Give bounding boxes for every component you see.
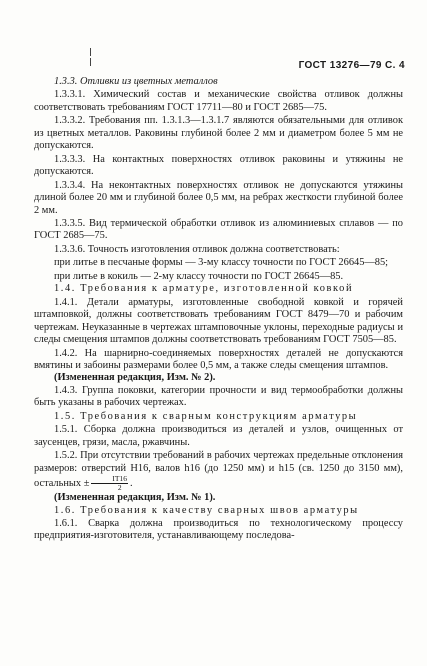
- page-header: ГОСТ 13276—79 С. 4: [298, 60, 405, 71]
- paragraph-1-3-3-6: 1.3.3.6. Точность изготовления отливок должна соответствовать:: [54, 243, 340, 255]
- paragraph-1-3-3-3: 1.3.3.3. На контактных поверхностях отливок раковины и утяжины не допускаются.: [34, 153, 403, 178]
- paragraph-1-5-1: 1.5.1. Сборка должна производиться из деталей и узлов, очищенных от заусенцев, грязи, масла, ржавчины.: [34, 424, 403, 448]
- paragraph-1-4-1: 1.4.1. Детали арматуры, изготовленные свободной ковкой и горячей штамповкой, должны соответствовать требованиям ГОСТ 8479—70 и рабочим чертежам. Неуказанные в чертежах штамповочные уклоны, переходные радиусы и следы смещения штампов должны соответствовать требованиям ГОСТ 7505—85.: [34, 296, 403, 346]
- document-body: [34, 76, 403, 543]
- paragraph-1-4-3: 1.4.3. Группа поковки, категории прочности и вид термообработки должны быть указаны в рабочих чертежах.: [34, 384, 403, 409]
- paragraph-1-3-3-4: 1.3.3.4. На неконтактных поверхностях отливок не допускаются утяжины длиной более 20 мм и глубиной более 0,5 мм, на ребрах жесткости глубиной более 2 мм.: [34, 179, 403, 216]
- paragraph-1-6-1: 1.6.1. Сварка должна производиться по технологическому процессу предприятия-изготовителя, устанавливающему последова-: [34, 517, 403, 542]
- paragraph-1-3-3-1: 1.3.3.1. Химический состав и механические свойства отливок должны соответствовать требованиям ГОСТ 17711—80 и ГОСТ 2685—75.: [34, 89, 403, 113]
- margin-mark: [90, 48, 93, 76]
- amendment-note-1: (Измененная редакция, Изм. № 1).: [54, 492, 216, 504]
- paragraph-1-4-2: 1.4.2. На шарнирно-соединяемых поверхностях деталей не допускаются вмятины и забоины размерами более 0,5 мм, а также следы смещения штампов.: [34, 347, 403, 371]
- paragraph-1-3-3-5: 1.3.3.5. Вид термической обработки отливок из алюминиевых сплавов — по ГОСТ 2685—75.: [34, 217, 403, 242]
- fraction-it16: $\frac{IT16}{2}$: [91, 475, 128, 492]
- section-heading-1-4: 1.4. Требования к арматуре, изготовленной ковкой: [54, 283, 354, 295]
- section-heading-1-5: 1.5. Требования к сварным конструкциям арматуры: [54, 410, 358, 422]
- paragraph-sand-casting: при литье в песчаные формы — 3-му классу точности по ГОСТ 26645—85;: [54, 257, 389, 269]
- amendment-note-2: (Измененная редакция, Изм. № 2).: [54, 372, 216, 384]
- paragraph-1-3-3-2: 1.3.3.2. Требования пп. 1.3.1.3—1.3.1.7 являются обязательными для отливок из цветных металлов. Раковины глубиной более 2 мм и диаметром более 5 мм не допускаются.: [34, 115, 403, 152]
- paragraph-chill-casting: при литье в кокиль — 2-му классу точности по ГОСТ 26645—85.: [54, 270, 344, 282]
- section-heading-1-6: 1.6. Требования к качеству сварных швов арматуры: [54, 504, 359, 516]
- section-heading-1-3-3: 1.3.3. Отливки из цветных металлов: [54, 76, 218, 87]
- paragraph-1-5-2: 1.5.2. При отсутствии требований в рабочих чертежах предельные отклонения размеров: отверстий Н16, валов h16 (до 1250 мм) и h15 (св. 1250 до 3150 мм), остальных ± $\frac{IT16}{2}$ .: [34, 450, 403, 493]
